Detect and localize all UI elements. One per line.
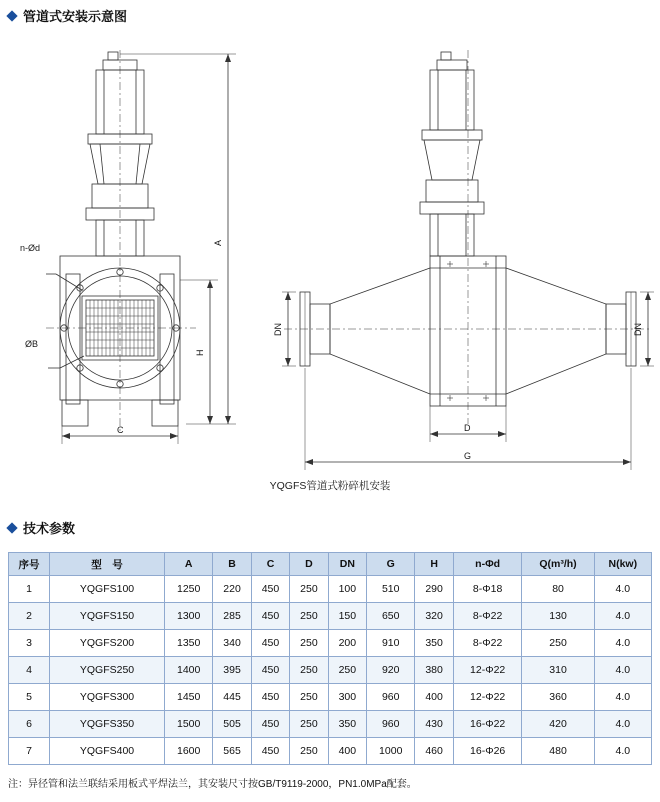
table-header-cell: 型 号 [50, 553, 165, 576]
table-cell: 350 [415, 630, 453, 657]
table-cell: 1450 [165, 684, 213, 711]
table-cell: 4.0 [594, 738, 651, 765]
table-cell: YQGFS400 [50, 738, 165, 765]
table-cell: 12-Φ22 [453, 684, 522, 711]
table-cell: 395 [213, 657, 251, 684]
table-header-cell: N(kw) [594, 553, 651, 576]
table-header-cell: C [251, 553, 289, 576]
table-cell: 2 [9, 603, 50, 630]
table-header-cell: DN [328, 553, 366, 576]
table-header-row [9, 553, 652, 576]
table-cell: 1 [9, 576, 50, 603]
label-n-phi-d: n-Ød [20, 243, 41, 253]
table-cell: 450 [251, 738, 289, 765]
diamond-bullet-icon-2 [6, 522, 17, 533]
table-cell: YQGFS100 [50, 576, 165, 603]
table-cell: 5 [9, 684, 50, 711]
label-a: A [213, 239, 223, 246]
table-cell: 200 [328, 630, 366, 657]
table-cell: 250 [290, 630, 328, 657]
table-cell: 100 [328, 576, 366, 603]
table-cell: 16-Φ22 [453, 711, 522, 738]
table-cell: 250 [522, 630, 594, 657]
table-cell: 1000 [367, 738, 415, 765]
table-cell: 650 [367, 603, 415, 630]
label-d: D [464, 423, 471, 433]
section-heading-parameters [8, 518, 75, 537]
table-cell: 8-Φ22 [453, 630, 522, 657]
table-row [9, 603, 652, 630]
table-cell: 4.0 [594, 576, 651, 603]
section-heading-parameters-label: 技术参数 [23, 521, 76, 536]
leader-lines [46, 274, 84, 368]
table-cell: 6 [9, 711, 50, 738]
drawing-svg [0, 24, 660, 494]
table-cell: 430 [415, 711, 453, 738]
table-row [9, 684, 652, 711]
parameters-table [8, 552, 652, 765]
table-cell: 400 [415, 684, 453, 711]
label-dn-right: DN [633, 323, 643, 336]
table-cell: 910 [367, 630, 415, 657]
table-cell: 400 [328, 738, 366, 765]
table-cell: 340 [213, 630, 251, 657]
table-header-cell: B [213, 553, 251, 576]
table-cell: 4.0 [594, 630, 651, 657]
table-cell: 460 [415, 738, 453, 765]
table-cell: 450 [251, 576, 289, 603]
table-cell: 1300 [165, 603, 213, 630]
table-cell: 1350 [165, 630, 213, 657]
table-row [9, 711, 652, 738]
table-cell: 290 [415, 576, 453, 603]
footnote: 注：异径管和法兰联结采用板式平焊法兰，其安装尺寸按GB/T9119-2000，PN1.0MPa配套。 [8, 779, 417, 790]
table-cell: 920 [367, 657, 415, 684]
table-cell: 1400 [165, 657, 213, 684]
table-cell: YQGFS200 [50, 630, 165, 657]
table-cell: 1250 [165, 576, 213, 603]
table-cell: YQGFS300 [50, 684, 165, 711]
table-header-cell: G [367, 553, 415, 576]
table-cell: 4.0 [594, 711, 651, 738]
table-cell: 320 [415, 603, 453, 630]
table-cell: 510 [367, 576, 415, 603]
table-cell: 250 [290, 576, 328, 603]
section-heading-installation [8, 6, 127, 25]
table-cell: 220 [213, 576, 251, 603]
table-cell: 80 [522, 576, 594, 603]
table-cell: 480 [522, 738, 594, 765]
table-cell: 960 [367, 684, 415, 711]
table-cell: YQGFS150 [50, 603, 165, 630]
label-phi-b: ØB [25, 339, 39, 349]
table-cell: 250 [290, 711, 328, 738]
table-cell: 360 [522, 684, 594, 711]
table-row [9, 738, 652, 765]
table-cell: 250 [328, 657, 366, 684]
table-cell: 4.0 [594, 603, 651, 630]
label-h: H [195, 349, 205, 356]
table-cell: 310 [522, 657, 594, 684]
table-cell: 250 [290, 603, 328, 630]
table-cell: 450 [251, 630, 289, 657]
table-row [9, 630, 652, 657]
table-cell: 420 [522, 711, 594, 738]
table-cell: 250 [290, 738, 328, 765]
table-header-cell: H [415, 553, 453, 576]
table-header-cell: 序号 [9, 553, 50, 576]
table-cell: 250 [290, 657, 328, 684]
table-cell: 960 [367, 711, 415, 738]
table-header-cell: A [165, 553, 213, 576]
table-cell: 3 [9, 630, 50, 657]
table-cell: 1600 [165, 738, 213, 765]
diamond-bullet-icon [6, 10, 17, 21]
table-cell: 300 [328, 684, 366, 711]
label-g: G [464, 451, 472, 461]
table-cell: 4.0 [594, 657, 651, 684]
table-cell: 445 [213, 684, 251, 711]
technical-drawing [0, 24, 660, 494]
table-cell: 450 [251, 711, 289, 738]
label-c: C [117, 425, 124, 435]
table-cell: 350 [328, 711, 366, 738]
section-heading-installation-label: 管道式安装示意图 [23, 9, 128, 24]
table-cell: 565 [213, 738, 251, 765]
table-cell: 4 [9, 657, 50, 684]
label-dn-left: DN [273, 323, 283, 336]
left-elevation-view [46, 50, 196, 434]
table-cell: YQGFS250 [50, 657, 165, 684]
table-header-cell: Q(m³/h) [522, 553, 594, 576]
table-row [9, 657, 652, 684]
table-cell: 12-Φ22 [453, 657, 522, 684]
dimension-a [120, 54, 236, 424]
table-cell: 7 [9, 738, 50, 765]
table-cell: 1500 [165, 711, 213, 738]
drawing-caption: YQGFS管道式粉碎机安装 [269, 480, 391, 492]
table-cell: 505 [213, 711, 251, 738]
table-cell: 450 [251, 684, 289, 711]
table-header-cell: n-Φd [453, 553, 522, 576]
table-cell: 450 [251, 657, 289, 684]
table-cell: 8-Φ22 [453, 603, 522, 630]
table-cell: 8-Φ18 [453, 576, 522, 603]
table-cell: 285 [213, 603, 251, 630]
table-cell: 150 [328, 603, 366, 630]
table-cell: 250 [290, 684, 328, 711]
table-cell: YQGFS350 [50, 711, 165, 738]
table-row [9, 576, 652, 603]
table-cell: 16-Φ26 [453, 738, 522, 765]
table-cell: 4.0 [594, 684, 651, 711]
right-side-view [284, 50, 652, 424]
table-cell: 380 [415, 657, 453, 684]
table-header-cell: D [290, 553, 328, 576]
table-cell: 130 [522, 603, 594, 630]
table-cell: 450 [251, 603, 289, 630]
